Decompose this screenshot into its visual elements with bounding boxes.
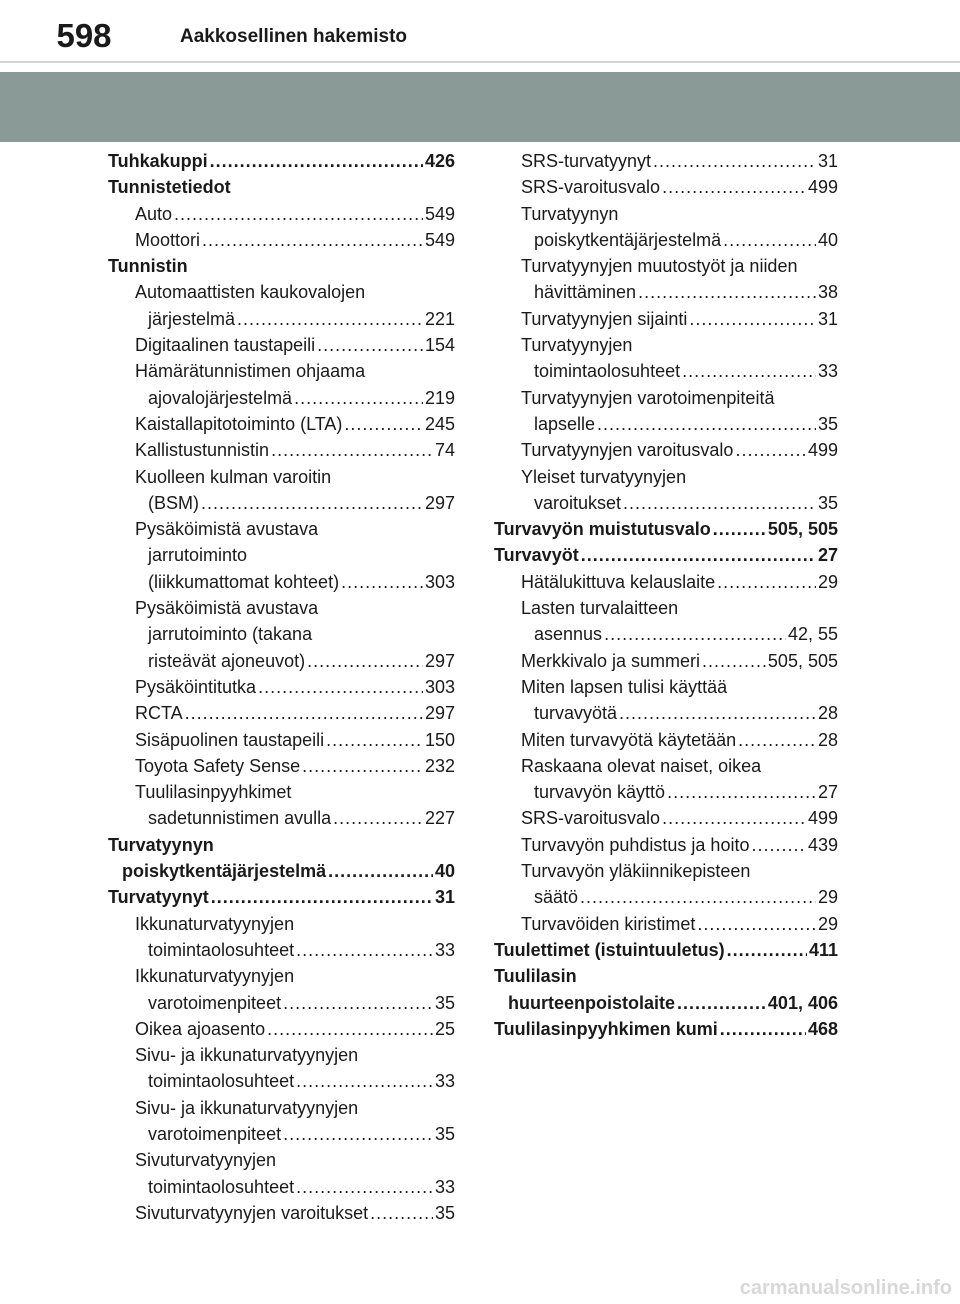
- index-entry: [494, 753, 838, 779]
- index-entry: [108, 385, 455, 411]
- index-entry: [494, 937, 838, 963]
- dot-leader: [294, 385, 423, 411]
- index-entry-term: Tuulilasin: [494, 966, 577, 987]
- index-entry-page: 426: [424, 151, 455, 171]
- index-entry: [108, 911, 455, 937]
- index-entry-page: 401, 406: [767, 992, 838, 1013]
- index-entry: [108, 542, 455, 568]
- dot-leader: [623, 490, 816, 516]
- index-entry-term: Lasten turvalaitteen: [521, 598, 679, 619]
- index-entry-term: säätö: [534, 887, 579, 908]
- index-entry-page: 40: [817, 229, 838, 250]
- index-entry: [108, 411, 455, 437]
- dot-leader: [581, 542, 816, 568]
- index-entry: [108, 332, 455, 358]
- dot-leader: [727, 937, 807, 963]
- index-entry: [108, 832, 455, 858]
- dot-leader: [653, 148, 816, 174]
- dot-leader: [185, 700, 423, 726]
- index-entry-term: asennus: [534, 624, 603, 645]
- index-entry-page: 35: [817, 413, 838, 434]
- index-entry-term: Turvavöiden kiristimet: [521, 913, 696, 934]
- index-entry: [108, 306, 455, 332]
- index-entry-term: Hätälukittuva kelauslaite: [521, 571, 716, 592]
- dot-leader: [202, 227, 423, 253]
- index-entry: [108, 805, 455, 831]
- index-entry-page: 499: [807, 177, 838, 198]
- index-entry-term: toimintaolosuhteet: [534, 361, 681, 382]
- index-entry-term: lapselle: [534, 413, 596, 434]
- index-entry: [108, 516, 455, 542]
- index-entry: [494, 490, 838, 516]
- dot-leader: [328, 858, 433, 884]
- index-entry-term: Tuulilasinpyyhkimen kumi: [494, 1018, 718, 1039]
- index-entry: [494, 464, 838, 490]
- index-entry: [494, 542, 838, 568]
- index-entry: [108, 884, 455, 910]
- index-entry-term: toimintaolosuhteet: [148, 1071, 295, 1092]
- index-entry: [108, 148, 455, 174]
- index-entry-page: 505, 505: [767, 650, 838, 671]
- dot-leader: [326, 727, 423, 753]
- index-entry-term: Turvavyön puhdistus ja hoito: [521, 834, 750, 855]
- index-entry: [494, 332, 838, 358]
- index-entry-page: 25: [434, 1018, 455, 1039]
- index-entry-page: 411: [808, 939, 838, 960]
- dot-leader: [317, 332, 423, 358]
- dot-leader: [702, 648, 766, 674]
- index-entry-page: 28: [817, 729, 838, 750]
- dot-leader: [341, 569, 423, 595]
- index-entry: [494, 569, 838, 595]
- dot-leader: [258, 674, 423, 700]
- dot-leader: [174, 201, 423, 227]
- index-entry-term: Pysäköintitutka: [135, 676, 257, 697]
- index-entry: [108, 753, 455, 779]
- dot-leader: [344, 411, 423, 437]
- index-entry-page: 29: [817, 571, 838, 592]
- index-entry: [108, 569, 455, 595]
- index-entry: [108, 779, 455, 805]
- dot-leader: [283, 990, 433, 1016]
- dot-leader: [267, 1016, 433, 1042]
- index-entry-term: Auto: [135, 203, 173, 224]
- dot-leader: [751, 832, 805, 858]
- dot-leader: [201, 490, 423, 516]
- index-entry-page: 439: [807, 834, 838, 855]
- index-entry-page: 33: [434, 1176, 455, 1197]
- index-entry: [108, 858, 455, 884]
- index-entry: [108, 1095, 455, 1121]
- index-entry: [108, 1121, 455, 1147]
- index-entry: [494, 253, 838, 279]
- index-entry: [108, 358, 455, 384]
- section-banner: [0, 72, 960, 142]
- index-entry-term: RCTA: [135, 703, 183, 724]
- index-entry-term: Tunnistetiedot: [108, 177, 231, 198]
- index-entry: [108, 464, 455, 490]
- index-entry-term: Turvatyynyn: [108, 834, 214, 855]
- index-entry: [108, 648, 455, 674]
- dot-leader: [296, 1174, 433, 1200]
- index-entry: [494, 411, 838, 437]
- index-entry-page: 42, 55: [787, 624, 838, 645]
- index-entry: [108, 1174, 455, 1200]
- index-entry: [494, 674, 838, 700]
- index-entry-page: 29: [817, 913, 838, 934]
- dot-leader: [296, 937, 433, 963]
- index-entry-term: (liikkumattomat kohteet): [148, 571, 340, 592]
- index-entry-term: Yleiset turvatyynyjen: [521, 466, 687, 487]
- index-entry-term: toimintaolosuhteet: [148, 1176, 295, 1197]
- index-entry-term: sadetunnistimen avulla: [148, 808, 332, 829]
- index-entry: [494, 648, 838, 674]
- index-entry-term: Sivu- ja ikkunaturvatyynyjen: [135, 1097, 359, 1118]
- index-entry-term: Turvatyynyjen varotoimenpiteitä: [521, 387, 775, 408]
- index-entry-term: SRS-varoitusvalo: [521, 177, 661, 198]
- index-entry-term: toimintaolosuhteet: [148, 939, 295, 960]
- index-entry-term: varotoimenpiteet: [148, 992, 282, 1013]
- index-entry-term: Sisäpuolinen taustapeili: [135, 729, 325, 750]
- index-entry: [494, 1016, 838, 1042]
- index-entry-page: 232: [424, 755, 455, 776]
- index-entry-page: 219: [424, 387, 455, 408]
- index-entry-page: 297: [424, 650, 455, 671]
- index-column-left: [108, 148, 455, 1226]
- index-entry: [108, 937, 455, 963]
- index-entry: [494, 621, 838, 647]
- index-entry: [108, 437, 455, 463]
- index-entry: [108, 595, 455, 621]
- index-entry: [108, 1200, 455, 1226]
- index-entry: [494, 700, 838, 726]
- index-entry-term: Turvatyynyjen varoitusvalo: [521, 440, 734, 461]
- index-entry: [108, 1147, 455, 1173]
- index-entry-page: 29: [817, 887, 838, 908]
- dot-leader: [271, 437, 433, 463]
- dot-leader: [580, 884, 816, 910]
- dot-leader: [713, 516, 766, 542]
- page-number: 598: [56, 17, 112, 54]
- index-entry-page: 35: [434, 992, 455, 1013]
- index-entry-term: Tuulettimet (istuintuuletus): [494, 939, 725, 960]
- index-entry-term: SRS-varoitusvalo: [521, 808, 661, 829]
- index-entry-term: Toyota Safety Sense: [135, 755, 301, 776]
- dot-leader: [237, 306, 423, 332]
- page-header: [0, 0, 960, 64]
- index-entry-page: 154: [424, 335, 455, 356]
- index-entry-term: järjestelmä: [148, 308, 236, 329]
- index-entry-page: 27: [817, 545, 838, 566]
- dot-leader: [720, 1016, 806, 1042]
- index-entry-term: Sivu- ja ikkunaturvatyynyjen: [135, 1045, 359, 1066]
- index-entry-term: Turvavyön muistutusvalo: [494, 519, 711, 540]
- index-entry-term: Pysäköimistä avustava: [135, 519, 319, 540]
- index-entry: [108, 621, 455, 647]
- index-entry-term: hävittäminen: [534, 282, 637, 303]
- index-entry-page: 499: [807, 808, 838, 829]
- index-entry-term: Pysäköimistä avustava: [135, 598, 319, 619]
- index-entry: [108, 1042, 455, 1068]
- dot-leader: [211, 884, 433, 910]
- index-entry-term: Miten lapsen tulisi käyttää: [521, 676, 728, 697]
- dot-leader: [619, 700, 816, 726]
- index-entry-term: Miten turvavyötä käytetään: [521, 729, 737, 750]
- dot-leader: [667, 779, 816, 805]
- index-entry-page: 303: [424, 571, 455, 592]
- dot-leader: [604, 621, 786, 647]
- index-entry-term: Ikkunaturvatyynyjen: [135, 966, 295, 987]
- index-entry-term: Turvavyöt: [494, 545, 579, 566]
- index-entry-term: (BSM): [148, 492, 199, 513]
- index-entry: [108, 963, 455, 989]
- index-entry-term: Tunnistin: [108, 256, 188, 277]
- index-entry-term: ajovalojärjestelmä: [148, 387, 293, 408]
- index-entry-page: 35: [434, 1202, 455, 1223]
- index-entry-term: turvavyötä: [534, 703, 618, 724]
- index-entry-term: Digitaalinen taustapeili: [135, 335, 316, 356]
- index-entry: [494, 227, 838, 253]
- dot-leader: [333, 805, 423, 831]
- watermark: carmanualsonline.info: [739, 1277, 952, 1299]
- index-entry: [494, 911, 838, 937]
- index-entry-page: 297: [424, 492, 455, 513]
- index-entry-page: 303: [424, 676, 455, 697]
- index-entry-term: Raskaana olevat naiset, oikea: [521, 755, 762, 776]
- dot-leader: [307, 648, 423, 674]
- index-entry: [494, 727, 838, 753]
- index-entry-term: Moottori: [135, 229, 201, 250]
- index-entry-term: Kallistustunnistin: [135, 440, 270, 461]
- index-entry: [494, 437, 838, 463]
- section-title: Aakkosellinen hakemisto: [180, 26, 408, 47]
- index-entry-term: Kaistallapitotoiminto (LTA): [135, 413, 343, 434]
- index-entry: [494, 174, 838, 200]
- index-entry-page: 28: [817, 703, 838, 724]
- index-entry-page: 297: [424, 703, 455, 724]
- index-entry-term: SRS-turvatyynyt: [521, 151, 652, 171]
- index-entry-term: Turvatyynyjen muutostyöt ja niiden: [521, 256, 798, 277]
- index-entry-page: 245: [424, 413, 455, 434]
- index-entry-page: 227: [424, 808, 455, 829]
- index-entry: [108, 201, 455, 227]
- index-entry: [108, 174, 455, 200]
- index-entry-page: 150: [424, 729, 455, 750]
- index-entry-term: huurteenpoistolaite: [508, 992, 676, 1013]
- index-entry-term: Kuolleen kulman varoitin: [135, 466, 332, 487]
- dot-leader: [697, 911, 816, 937]
- index-entry: [494, 201, 838, 227]
- index-entry-term: poiskytkentäjärjestelmä: [534, 229, 722, 250]
- index-entry-page: 31: [817, 308, 838, 329]
- index-entry-term: jarrutoiminto (takana: [148, 624, 313, 645]
- index-entry: [494, 832, 838, 858]
- index-entry: [108, 490, 455, 516]
- index-entry-term: jarrutoiminto: [148, 545, 248, 566]
- index-entry: [108, 227, 455, 253]
- index-entry-term: turvavyön käyttö: [534, 782, 666, 803]
- index-entry-page: 221: [424, 308, 455, 329]
- index-entry-term: varoitukset: [534, 492, 622, 513]
- index-entry: [494, 516, 838, 542]
- dot-leader: [677, 990, 766, 1016]
- index-entry: [494, 148, 838, 174]
- index-entry: [494, 358, 838, 384]
- dot-leader: [638, 279, 816, 305]
- dot-leader: [302, 753, 423, 779]
- index-entry-page: 33: [817, 361, 838, 382]
- header-divider: [0, 61, 960, 63]
- index-entry-page: 468: [807, 1018, 838, 1039]
- index-entry: [494, 779, 838, 805]
- index-entry: [108, 1068, 455, 1094]
- index-entry: [494, 858, 838, 884]
- index-entry: [494, 805, 838, 831]
- index-entry-page: 33: [434, 939, 455, 960]
- index-entry-page: 31: [434, 887, 455, 908]
- index-entry-term: Turvatyynyjen: [521, 335, 633, 356]
- index-entry-page: 35: [817, 492, 838, 513]
- index-entry-page: 40: [434, 861, 455, 882]
- index-entry-page: 33: [434, 1071, 455, 1092]
- index-entry: [108, 700, 455, 726]
- index-entry-page: 27: [817, 782, 838, 803]
- index-entry-page: 549: [424, 203, 455, 224]
- index-entry-term: Sivuturvatyynyjen varoitukset: [135, 1202, 369, 1223]
- index-entry-term: Turvatyynyn: [521, 203, 619, 224]
- dot-leader: [662, 174, 806, 200]
- dot-leader: [682, 358, 816, 384]
- dot-leader: [296, 1068, 433, 1094]
- index-entry-term: Merkkivalo ja summeri: [521, 650, 701, 671]
- dot-leader: [662, 805, 806, 831]
- index-entry-page: 31: [817, 151, 838, 171]
- index-entry: [108, 279, 455, 305]
- index-entry: [494, 963, 838, 989]
- index-entry: [494, 884, 838, 910]
- index-entry: [108, 727, 455, 753]
- dot-leader: [738, 727, 816, 753]
- index-entry: [108, 674, 455, 700]
- index-entry: [494, 306, 838, 332]
- index-entry-page: 499: [807, 440, 838, 461]
- dot-leader: [689, 306, 816, 332]
- index-entry-page: 74: [434, 440, 455, 461]
- index-entry-term: Turvavyön yläkiinnikepisteen: [521, 861, 751, 882]
- index-entry: [494, 385, 838, 411]
- index-entry: [494, 990, 838, 1016]
- index-entry-term: varotoimenpiteet: [148, 1123, 282, 1144]
- index-entry-page: 505, 505: [767, 519, 838, 540]
- dot-leader: [735, 437, 806, 463]
- dot-leader: [597, 411, 816, 437]
- index-entry-term: Turvatyynyt: [108, 887, 209, 908]
- index-entry: [494, 279, 838, 305]
- index-entry-term: Sivuturvatyynyjen: [135, 1150, 277, 1171]
- index-entry-page: 38: [817, 282, 838, 303]
- index-entry-term: Automaattisten kaukovalojen: [135, 282, 366, 303]
- index-column-right: [494, 148, 838, 1042]
- index-entry: [108, 1016, 455, 1042]
- index-entry: [494, 595, 838, 621]
- dot-leader: [723, 227, 816, 253]
- index-entry-term: Tuulilasinpyyhkimet: [135, 782, 292, 803]
- index-entry: [108, 990, 455, 1016]
- index-entry-term: Ikkunaturvatyynyjen: [135, 913, 295, 934]
- index-entry-term: Hämärätunnistimen ohjaama: [135, 361, 366, 382]
- index-entry-term: risteävät ajoneuvot): [148, 650, 306, 671]
- index-entry-page: 549: [424, 229, 455, 250]
- index-entry-page: 35: [434, 1123, 455, 1144]
- dot-leader: [717, 569, 816, 595]
- dot-leader: [283, 1121, 433, 1147]
- dot-leader: [370, 1200, 433, 1226]
- index-entry-term: Oikea ajoasento: [135, 1018, 266, 1039]
- index-entry: [108, 253, 455, 279]
- index-entry-term: poiskytkentäjärjestelmä: [122, 861, 327, 882]
- index-entry-term: Turvatyynyjen sijainti: [521, 308, 688, 329]
- dot-leader: [210, 148, 423, 174]
- index-entry-term: Tuhkakuppi: [108, 151, 208, 171]
